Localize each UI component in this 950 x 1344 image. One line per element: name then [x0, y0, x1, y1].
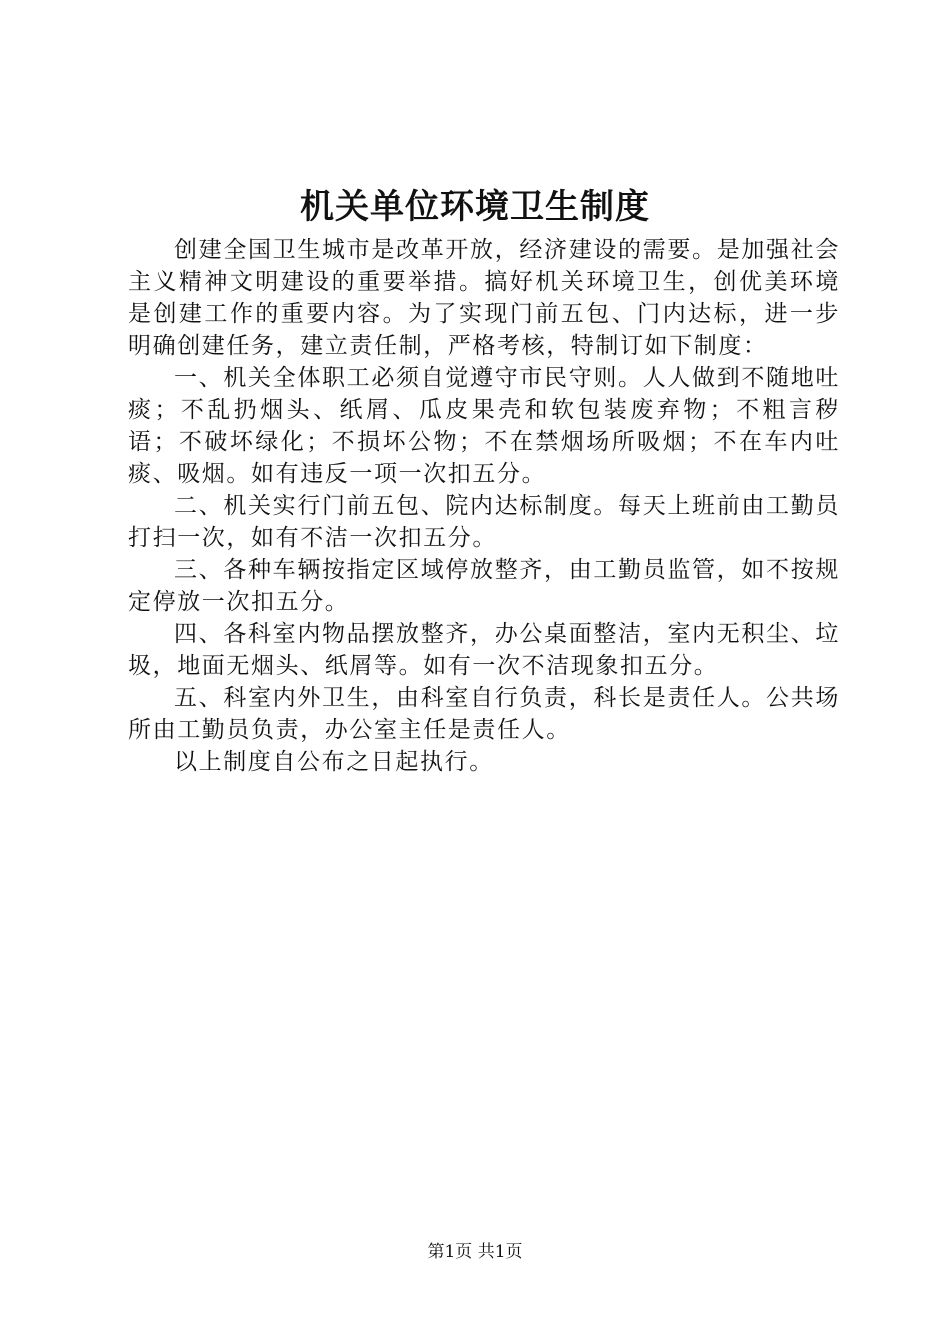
paragraph-rule-2: 二、机关实行门前五包、院内达标制度。每天上班前由工勤员打扫一次，如有不洁一次扣五分。	[128, 493, 840, 551]
paragraph-rule-5: 五、科室内外卫生，由科室自行负责，科长是责任人。公共场所由工勤员负责，办公室主任是责任人。	[128, 685, 840, 743]
paragraph-closing: 以上制度自公布之日起执行。	[174, 749, 494, 775]
document-body	[128, 234, 840, 778]
paragraph-rule-3: 三、各种车辆按指定区域停放整齐，由工勤员监管，如不按规定停放一次扣五分。	[128, 557, 840, 615]
paragraph-intro: 创建全国卫生城市是改革开放，经济建设的需要。是加强社会主义精神文明建设的重要举措。搞好机关环境卫生，创优美环境是创建工作的重要内容。为了实现门前五包、门内达标，进一步明确创建任务，建立责任制，严格考核，特制订如下制度：	[128, 237, 840, 359]
paragraph-rule-4: 四、各科室内物品摆放整齐，办公桌面整洁，室内无积尘、垃圾，地面无烟头、纸屑等。如有一次不洁现象扣五分。	[128, 621, 840, 679]
page-number-footer: 第1页 共1页	[427, 1242, 523, 1262]
document-title: 机关单位环境卫生制度	[300, 187, 650, 227]
paragraph-rule-1: 一、机关全体职工必须自觉遵守市民守则。人人做到不随地吐痰；不乱扔烟头、纸屑、瓜皮果壳和软包装废弃物；不粗言秽语；不破坏绿化；不损坏公物；不在禁烟场所吸烟；不在车内吐痰、吸烟。如有违反一项一次扣五分。	[128, 365, 840, 487]
